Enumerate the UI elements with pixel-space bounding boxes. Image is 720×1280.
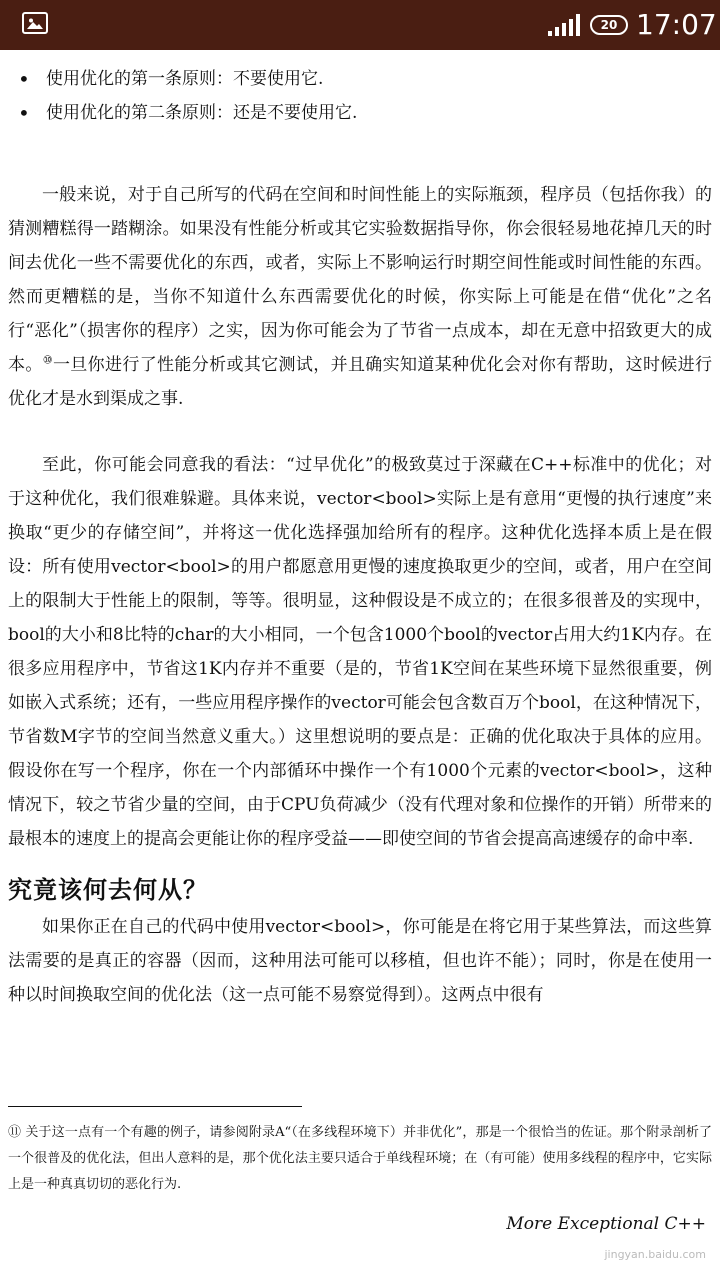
- paragraph-3: 如果你正在自己的代码中使用vector<bool>，你可能是在将它用于某些算法，而这些算法需要的是真正的容器（因而，这种用法可能可以移植，但也许不能）；同时，你是在使用一种以时间换取空间的优化法（这一点可能不易察觉得到）。这两点中很有: [8, 917, 712, 1005]
- status-time: 17:07: [636, 8, 717, 41]
- page-content: [8, 62, 712, 1012]
- footnote: ⑪ 关于这一点有一个有趣的例子，请参阅附录A“（在多线程环境下）并非优化”，那是一个很恰当的佐证。那个附录剖析了一个很普及的优化法，但出人意料的是，那个优化法主要只适合于单线程环境；在（有可能）使用多线程的程序中，它实际上是一种真真切切的恶化行为.: [8, 1125, 712, 1192]
- signal-icon: [548, 14, 582, 36]
- section-heading: 究竟该何去何从？: [8, 876, 208, 904]
- footnote-reference[interactable]: ⑩: [42, 353, 53, 367]
- image-icon: [22, 12, 48, 34]
- list-item: • 使用优化的第一条原则：不要使用它.: [46, 62, 712, 96]
- list-item: • 使用优化的第二条原则：还是不要使用它.: [46, 96, 712, 130]
- paragraph-1-tail: 一旦你进行了性能分析或其它测试，并且确实知道某种优化会对你有帮助，这时候进行优化才是水到渠成之事.: [8, 355, 713, 409]
- paragraph-2: 至此，你可能会同意我的看法：“过早优化”的极致莫过于深藏在C++标准中的优化；对于这种优化，我们很难躲避。具体来说，vector<bool>实际上是有意用“更慢的执行速度”来换取“更少的存储空间”，并将这一优化选择强加给所有的程序。这种优化选择本质上是在假设：所有使用vector<bool>的用户都愿意用更慢的速度换取更少的空间，或者，用户在空间上的限制大于性能上的限制，等等。很明显，这种假设是不成立的；在很多很普及的实现中，bool的大小和8比特的char的大小相同，一个包含1000个bool的vector占用大约1K内存。在很多应用程序中，节省这1K内存并不重要（是的，节省1K空间在某些环境下显然很重要，例如嵌入式系统；还有，一些应用程序操作的vector可能会包含数百万个bool，在这种情况下，节省数M字节的空间当然意义重大。）这里想说明的要点是：正确的优化取决于具体的应用。假设你在写一个程序，你在一个内部循环中操作一个有1000个元素的vector<bool>，这种情况下，较之节省少量的空间，由于CPU负荷减少（没有代理对象和位操作的开销）所带来的最根本的速度上的提高会更能让你的程序受益——即使空间的节省会提高高速缓存的命中率.: [8, 455, 712, 849]
- paragraph-1: [8, 178, 712, 416]
- book-title: More Exceptional C++: [506, 1214, 706, 1234]
- watermark: jingyan.baidu.com: [604, 1248, 706, 1261]
- principles-list: [8, 62, 712, 130]
- status-bar: [0, 0, 720, 50]
- battery-icon: 20: [590, 15, 628, 35]
- footnote-divider: [8, 1106, 302, 1107]
- paragraph-1-text: 一般来说，对于自己所写的代码在空间和时间性能上的实际瓶颈，程序员（包括你我）的猜测糟糕得一踏糊涂。如果没有性能分析或其它实验数据指导你，你会很轻易地花掉几天的时间去优化一些不需要优化的东西，或者，实际上不影响运行时期空间性能或时间性能的东西。然而更糟糕的是，当你不知道什么东西需要优化的时候，你实际上可能是在借“优化”之名行“恶化”（损害你的程序）之实，因为你可能会为了节省一点成本，却在无意中招致更大的成本。: [8, 185, 712, 375]
